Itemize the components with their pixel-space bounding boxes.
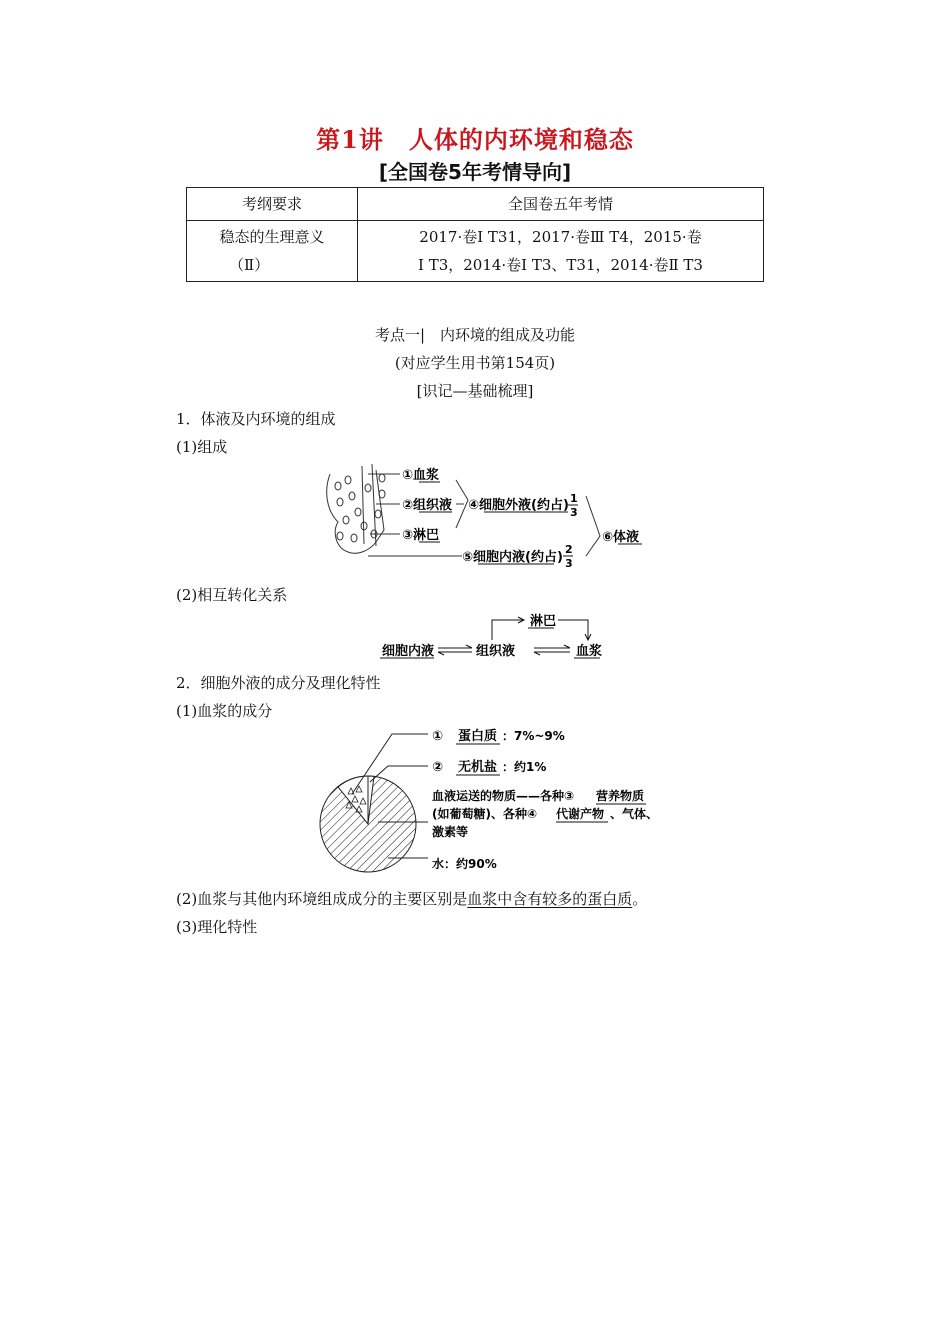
fraction-denominator: 3	[565, 557, 573, 570]
transport-line-3: 、气体、	[610, 807, 659, 821]
node-intracellular-fluid: ⑤细胞内液(约占)	[462, 550, 563, 565]
protein-label: 蛋白质	[458, 729, 498, 744]
label-plasma: 血浆	[576, 644, 603, 659]
answer-underlined: 血浆中含有较多的蛋白质	[467, 890, 633, 908]
exam-line: Ⅰ T3，2014·卷Ⅰ T3、T31，2014·卷Ⅱ T3	[418, 256, 703, 274]
exam-line: 2017·卷Ⅰ T31，2017·卷Ⅲ T4，2015·卷	[419, 228, 702, 246]
salt-label: 无机盐	[458, 760, 498, 775]
body-fluid-diagram	[318, 460, 648, 572]
exam-table	[186, 187, 764, 282]
requirement-line: （Ⅱ）	[229, 256, 270, 274]
table-row	[187, 221, 764, 282]
fraction-numerator: 2	[565, 543, 573, 556]
interconversion-diagram	[378, 610, 608, 664]
node-interstitial-fluid: ②组织液	[402, 498, 453, 513]
tissue-illustration	[327, 464, 385, 553]
paragraph-text: 。	[632, 890, 648, 908]
heading-1-1: (1)组成	[176, 438, 228, 456]
transport-line-2: (如葡萄糖)、各种④	[432, 807, 538, 821]
section-tag: [识记—基础梳理]	[416, 382, 534, 400]
protein-number: ①	[432, 729, 444, 744]
transport-line-4: 激素等	[432, 825, 469, 839]
node-extracellular-fluid: ④细胞外液(约占)	[468, 498, 569, 513]
node-body-fluid: ⑥体液	[602, 530, 640, 545]
section-title: 考点一| 内环境的组成及功能	[374, 326, 576, 344]
paragraph-plasma-difference	[176, 888, 647, 909]
label-lymph: 淋巴	[530, 614, 557, 629]
section-subtitle: [全国卷5年考情导向]	[378, 160, 572, 184]
node-lymph: ③淋巴	[402, 528, 440, 543]
plasma-composition-diagram	[318, 722, 678, 882]
metabolites-label: 代谢产物	[556, 807, 605, 821]
heading-2: 2．细胞外液的成分及理化特性	[176, 674, 381, 692]
water-label: 水：约90%	[432, 857, 497, 871]
page-title: 第1讲 人体的内环境和稳态	[316, 125, 634, 154]
heading-1-2: (2)相互转化关系	[176, 586, 288, 604]
requirement-line: 稳态的生理意义	[219, 228, 325, 246]
heading-2-3: (3)理化特性	[176, 918, 258, 936]
transport-line-1: 血液运送的物质——各种③	[432, 789, 575, 803]
heading-1: 1．体液及内环境的组成	[176, 410, 336, 428]
fraction-denominator: 3	[570, 506, 578, 519]
salt-number: ②	[432, 760, 444, 775]
protein-percentage: ：7%~9%	[502, 729, 565, 743]
label-interstitial-fluid: 组织液	[476, 644, 516, 659]
heading-2-1: (1)血浆的成分	[176, 702, 273, 720]
section-reference: (对应学生用书第154页)	[394, 354, 556, 372]
table-header: 考纲要求	[187, 188, 358, 221]
table-cell-exam	[358, 221, 764, 282]
fraction-numerator: 1	[570, 492, 578, 505]
table-header-row	[187, 188, 764, 221]
label-intracellular-fluid: 细胞内液	[382, 644, 435, 659]
table-cell-requirement	[187, 221, 358, 282]
paragraph-text: (2)血浆与其他内环境组成成分的主要区别是	[176, 890, 468, 908]
salt-percentage: ：约1%	[502, 760, 547, 774]
table-header: 全国卷五年考情	[358, 188, 764, 221]
node-plasma: ①血浆	[402, 468, 440, 483]
nutrients-label: 营养物质	[596, 789, 645, 803]
